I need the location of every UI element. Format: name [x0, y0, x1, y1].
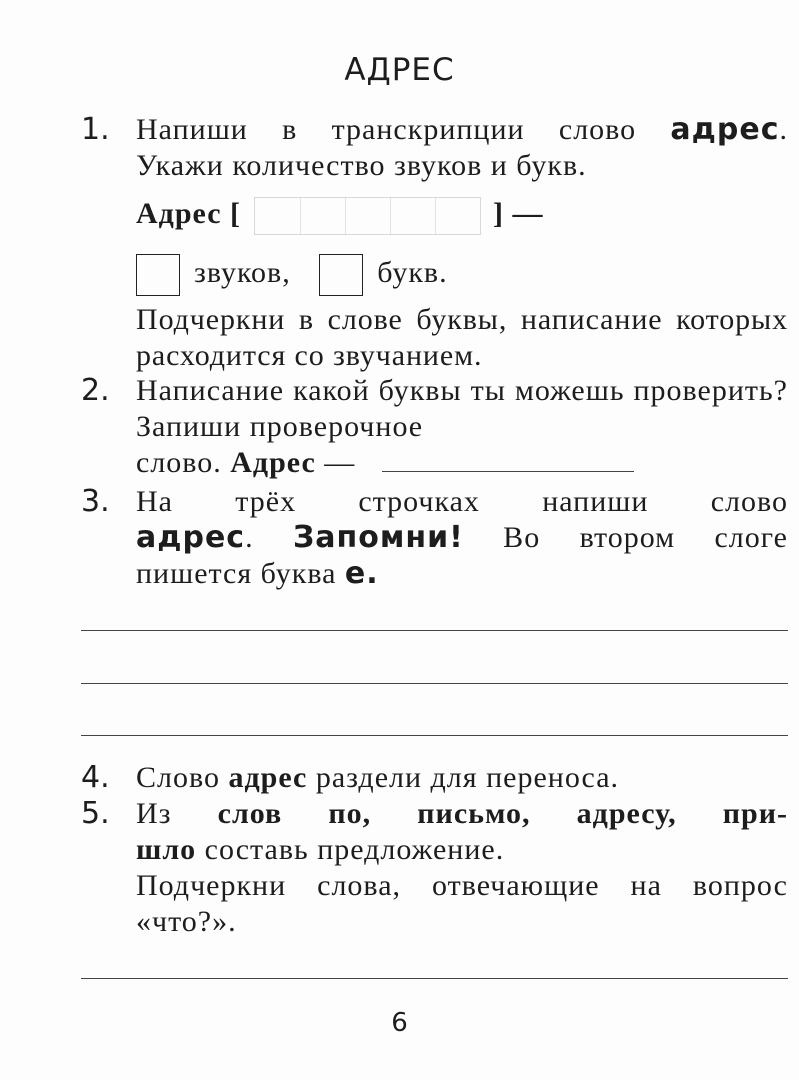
task-3-word: адрес [136, 520, 246, 555]
task-2-word: Адрес [230, 446, 316, 479]
task-3-line2-d: Во втором слоге [463, 521, 788, 554]
writing-line-4[interactable] [81, 978, 788, 979]
task-4-text [136, 760, 788, 796]
task-2-dash: — [315, 446, 356, 479]
writing-line-1[interactable] [81, 630, 788, 631]
task-5-number: 5. [81, 796, 110, 831]
task-4-number: 4. [81, 760, 110, 795]
check-word-blank[interactable] [382, 447, 634, 472]
task-2-answer-row [136, 445, 634, 481]
transcription-row [136, 196, 544, 235]
remember-label: Запомни! [292, 520, 464, 555]
task-3-dot: . [245, 521, 293, 554]
task-5-words: слов по, письмо, адресу, при- [217, 797, 788, 830]
task-3-letter: е. [344, 556, 379, 591]
task-1-line1-c: . [779, 113, 788, 146]
task-2-text: Написание какой буквы ты можешь проверить? Запиши проверочное [136, 374, 788, 443]
task-1-line1-a: Напиши в транскрипции слово [136, 113, 671, 146]
task-3-line3-a: пишется буква [136, 557, 345, 590]
task-1-word: адрес [670, 112, 780, 147]
task-5-word-end: шло [136, 833, 197, 866]
task-3-text [136, 484, 788, 592]
transcription-box[interactable] [254, 197, 481, 235]
letters-label: букв. [377, 255, 448, 289]
bracket-open: [ [230, 197, 242, 230]
writing-line-3[interactable] [81, 735, 788, 736]
task-1-number: 1. [81, 112, 110, 147]
task-1-underline-text: Подчеркни в слове буквы, написание которых расходится со звучанием. [136, 303, 788, 372]
word-label: Адрес [136, 197, 222, 230]
task-1-line2: Укажи количество звуков и букв. [136, 149, 587, 182]
task-4-word: адрес [228, 761, 308, 794]
task-3-number: 3. [81, 484, 110, 519]
count-row [136, 254, 448, 296]
task-5-line2-b: составь предложение. [196, 833, 505, 866]
page-number: 6 [391, 1008, 408, 1038]
task-1-text [136, 112, 788, 184]
task-2-line3-a: слово. [136, 446, 231, 479]
task-2-number: 2. [81, 373, 110, 408]
task-5-line3: Подчеркни слова, отвечающие на вопрос «что?». [136, 869, 788, 938]
task-4-text-c: раздели для переноса. [307, 761, 620, 794]
task-3-line1: На трёх строчках напиши слово [136, 485, 788, 518]
task-5-text [136, 796, 788, 940]
letters-count-box[interactable] [319, 254, 363, 296]
sounds-label: звуков, [194, 255, 291, 289]
sounds-count-box[interactable] [136, 254, 180, 296]
task-4-text-a: Слово [136, 761, 229, 794]
task-5-line1-a: Из [136, 797, 218, 830]
bracket-close: ] — [493, 197, 544, 230]
page-title: АДРЕС [344, 52, 455, 88]
writing-line-2[interactable] [81, 683, 788, 684]
